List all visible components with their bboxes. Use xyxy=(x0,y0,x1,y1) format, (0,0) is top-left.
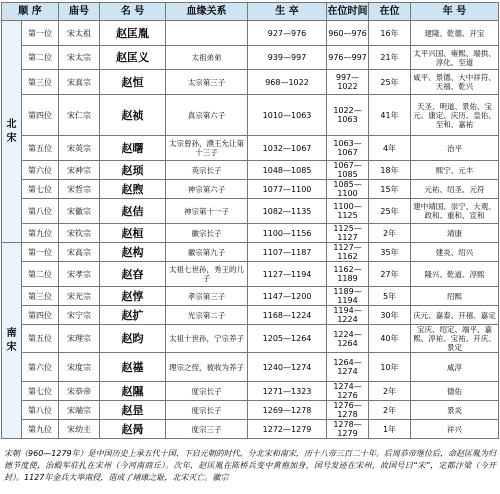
relation-cell: 太祖十世孙，宁宗养子 xyxy=(166,325,248,353)
emperor-name-cell: 赵禥 xyxy=(100,353,166,382)
relation-cell: 理宗之侄，被收为养子 xyxy=(166,353,248,382)
emperor-name-cell: 赵昚 xyxy=(100,262,166,287)
reign-period-cell: 1224—1264 xyxy=(327,325,369,353)
lifespan-cell: 1272—1279 xyxy=(248,420,327,439)
relation-cell: 太宗第三子 xyxy=(166,70,248,95)
temple-name-cell: 宋理宗 xyxy=(59,325,100,353)
dynasty-char: 北 xyxy=(6,118,17,130)
emperor-name-cell: 赵佶 xyxy=(100,199,166,224)
order-cell: 第六位 xyxy=(22,353,59,382)
table-row xyxy=(2,199,499,224)
order-cell: 第五位 xyxy=(22,325,59,353)
order-cell: 第五位 xyxy=(22,136,59,161)
relation-cell: 真宗第六子 xyxy=(166,95,248,136)
order-cell: 第三位 xyxy=(22,70,59,95)
reign-years-cell: 2年 xyxy=(369,224,411,243)
reign-period-cell: 960—976 xyxy=(327,21,369,46)
era-names-cell: 建隆、乾德、开宝 xyxy=(411,21,499,46)
table-row xyxy=(2,353,499,382)
temple-name-cell: 宋真宗 xyxy=(59,70,100,95)
lifespan-cell: 1082—1135 xyxy=(248,199,327,224)
emperor-name-cell: 赵昀 xyxy=(100,325,166,353)
dynasty-char: 南 xyxy=(6,327,17,339)
order-cell: 第九位 xyxy=(22,420,59,439)
temple-name-cell: 宋神宗 xyxy=(59,161,100,180)
era-names-cell: 熙宁、元丰 xyxy=(411,161,499,180)
reign-years-cell: 25年 xyxy=(369,199,411,224)
emperor-name-cell: 赵桓 xyxy=(100,224,166,243)
order-cell: 第二位 xyxy=(22,46,59,70)
lifespan-cell: 1048—1085 xyxy=(248,161,327,180)
order-cell: 第七位 xyxy=(22,382,59,401)
relation-cell: 英宗长子 xyxy=(166,161,248,180)
lifespan-cell: 1127—1194 xyxy=(248,262,327,287)
reign-years-cell: 27年 xyxy=(369,262,411,287)
emperor-name-cell: 赵昺 xyxy=(100,420,166,439)
era-names-cell: 太平兴国、雍熙、端拱、淳化、至道 xyxy=(411,46,499,70)
order-cell: 第一位 xyxy=(22,21,59,46)
lifespan-cell: 1107—1187 xyxy=(248,243,327,262)
era-names-cell: 景炎 xyxy=(411,401,499,420)
lifespan-cell: 939—997 xyxy=(248,46,327,70)
emperor-name-cell: 赵匡义 xyxy=(100,46,166,70)
lifespan-cell: 1032—1067 xyxy=(248,136,327,161)
reign-period-cell: 1274—1276 xyxy=(327,382,369,401)
temple-name-cell: 宋高宗 xyxy=(59,243,100,262)
reign-years-cell: 2年 xyxy=(369,382,411,401)
lifespan-cell: 1147—1200 xyxy=(248,287,327,306)
column-header: 名 号 xyxy=(100,3,166,21)
reign-period-cell: 1067—1085 xyxy=(327,161,369,180)
temple-name-cell: 宋恭帝 xyxy=(59,382,100,401)
temple-name-cell: 宋幼主 xyxy=(59,420,100,439)
column-header: 庙号 xyxy=(59,3,100,21)
emperor-name-cell: 赵煦 xyxy=(100,180,166,199)
table-row xyxy=(2,224,499,243)
lifespan-cell: 968—1022 xyxy=(248,70,327,95)
temple-name-cell: 宋英宗 xyxy=(59,136,100,161)
order-cell: 第二位 xyxy=(22,262,59,287)
table-row xyxy=(2,262,499,287)
temple-name-cell: 宋光宗 xyxy=(59,287,100,306)
emperor-name-cell: 赵隰 xyxy=(100,382,166,401)
lifespan-cell: 1100—1156 xyxy=(248,224,327,243)
reign-years-cell: 5年 xyxy=(369,287,411,306)
relation-cell: 神宗第六子 xyxy=(166,180,248,199)
relation-cell: 光宗第二子 xyxy=(166,306,248,325)
lifespan-cell: 1010—1063 xyxy=(248,95,327,136)
reign-years-cell: 18年 xyxy=(369,161,411,180)
order-cell: 第六位 xyxy=(22,161,59,180)
column-header: 年 号 xyxy=(411,3,499,21)
reign-period-cell: 1162—1189 xyxy=(327,262,369,287)
temple-name-cell: 宋徽宗 xyxy=(59,199,100,224)
relation-cell: 孝宗第三子 xyxy=(166,287,248,306)
emperor-name-cell: 赵扩 xyxy=(100,306,166,325)
era-names-cell: 庆元、嘉泰、开禧、嘉定 xyxy=(411,306,499,325)
temple-name-cell: 宋太祖 xyxy=(59,21,100,46)
reign-period-cell: 1189—1194 xyxy=(327,287,369,306)
reign-period-cell: 1276—1278 xyxy=(327,401,369,420)
temple-name-cell: 宋仁宗 xyxy=(59,95,100,136)
temple-name-cell: 宋宁宗 xyxy=(59,306,100,325)
emperor-name-cell: 赵祯 xyxy=(100,95,166,136)
emperor-name-cell: 赵曙 xyxy=(100,136,166,161)
temple-name-cell: 宋孝宗 xyxy=(59,262,100,287)
order-cell: 第四位 xyxy=(22,306,59,325)
reign-years-cell: 1年 xyxy=(369,420,411,439)
era-names-cell: 咸平、景德、大中祥符、天禧、乾兴 xyxy=(411,70,499,95)
reign-years-cell: 16年 xyxy=(369,21,411,46)
table-row xyxy=(2,161,499,180)
emperor-table xyxy=(1,2,499,439)
table-row xyxy=(2,70,499,95)
dynasty-char: 宋 xyxy=(6,132,17,144)
emperor-name-cell: 赵顼 xyxy=(100,161,166,180)
order-cell: 第八位 xyxy=(22,199,59,224)
reign-period-cell: 1194—1224 xyxy=(327,306,369,325)
reign-years-cell: 35年 xyxy=(369,243,411,262)
relation-cell: 太祖七世孙，秀王的儿子 xyxy=(166,262,248,287)
emperor-name-cell: 赵恒 xyxy=(100,70,166,95)
emperor-name-cell: 赵构 xyxy=(100,243,166,262)
order-cell: 第七位 xyxy=(22,180,59,199)
order-cell: 第一位 xyxy=(22,243,59,262)
reign-years-cell: 40年 xyxy=(369,325,411,353)
relation-cell: 徽宗第九子 xyxy=(166,243,248,262)
lifespan-cell: 927—976 xyxy=(248,21,327,46)
reign-years-cell: 21年 xyxy=(369,46,411,70)
reign-years-cell: 10年 xyxy=(369,353,411,382)
era-names-cell: 建炎、绍兴 xyxy=(411,243,499,262)
era-names-cell: 元祐、绍圣、元符 xyxy=(411,180,499,199)
relation-cell: 度宗长子 xyxy=(166,401,248,420)
relation-cell: 度宗三子 xyxy=(166,420,248,439)
table-row xyxy=(2,21,499,46)
footnote: 宋朝（960—1279年）是中国历史上承五代十国、下启元朝的时代，分北宋和南宋，历十八帝三百二十年。后周恭帝继位后，命赵匡胤为归德节度使，治殿军驻扎在宋州（今河南商丘）。次年，赵匡胤在陈桥兵变中黄袍加身，国号发迹在宋州，故国号曰“宋”，定都汴梁（今开封）。1127年金兵大举南侵，造成了靖康之耻，北宋灭亡。徽宗 xyxy=(4,449,496,482)
temple-name-cell: 宋太宗 xyxy=(59,46,100,70)
column-header: 顺 序 xyxy=(2,3,59,21)
header-row xyxy=(2,3,499,21)
table-row xyxy=(2,95,499,136)
temple-name-cell: 宋度宗 xyxy=(59,353,100,382)
era-names-cell: 祥兴 xyxy=(411,420,499,439)
temple-name-cell: 宋哲宗 xyxy=(59,180,100,199)
reign-period-cell: 1085—1100 xyxy=(327,180,369,199)
reign-period-cell: 976—997 xyxy=(327,46,369,70)
lifespan-cell: 1271—1323 xyxy=(248,382,327,401)
dynasty-label xyxy=(2,243,22,439)
table-row xyxy=(2,243,499,262)
reign-years-cell: 2年 xyxy=(369,401,411,420)
dynasty-char: 宋 xyxy=(6,341,17,353)
table-row xyxy=(2,382,499,401)
reign-years-cell: 25年 xyxy=(369,70,411,95)
table-row xyxy=(2,287,499,306)
emperor-name-cell: 赵匡胤 xyxy=(100,21,166,46)
table-row xyxy=(2,325,499,353)
lifespan-cell: 1205—1264 xyxy=(248,325,327,353)
era-names-cell: 靖康 xyxy=(411,224,499,243)
column-header: 生 卒 xyxy=(248,3,327,21)
table-row xyxy=(2,306,499,325)
era-names-cell: 绍熙 xyxy=(411,287,499,306)
emperor-name-cell: 赵昰 xyxy=(100,401,166,420)
table-row xyxy=(2,180,499,199)
reign-period-cell: 1125—1127 xyxy=(327,224,369,243)
era-names-cell: 治平 xyxy=(411,136,499,161)
temple-name-cell: 宋端宗 xyxy=(59,401,100,420)
temple-name-cell: 宋钦宗 xyxy=(59,224,100,243)
order-cell: 第四位 xyxy=(22,95,59,136)
reign-period-cell: 1264—1274 xyxy=(327,353,369,382)
column-header: 在位 xyxy=(369,3,411,21)
era-names-cell: 天圣、明道、景佑、宝元、康定、庆历、皇佑、至和、嘉祐 xyxy=(411,95,499,136)
lifespan-cell: 1077—1100 xyxy=(248,180,327,199)
reign-period-cell: 1278—1279 xyxy=(327,420,369,439)
reign-years-cell: 15年 xyxy=(369,180,411,199)
era-names-cell: 宝庆、绍定、端平、嘉熙、淳祐、宝祐、开庆、景定 xyxy=(411,325,499,353)
order-cell: 第九位 xyxy=(22,224,59,243)
reign-years-cell: 41年 xyxy=(369,95,411,136)
relation-cell: 神宗第十一子 xyxy=(166,199,248,224)
column-header: 在位时间 xyxy=(327,3,369,21)
reign-period-cell: 1063—1067 xyxy=(327,136,369,161)
table-row xyxy=(2,136,499,161)
reign-years-cell: 30年 xyxy=(369,306,411,325)
dynasty-label xyxy=(2,21,22,243)
column-header: 血缘关系 xyxy=(166,3,248,21)
era-names-cell: 德佑 xyxy=(411,382,499,401)
relation-cell: 徽宗长子 xyxy=(166,224,248,243)
table-row xyxy=(2,401,499,420)
reign-period-cell: 1022—1063 xyxy=(327,95,369,136)
order-cell: 第三位 xyxy=(22,287,59,306)
table-row xyxy=(2,46,499,70)
emperor-name-cell: 赵惇 xyxy=(100,287,166,306)
order-cell: 第八位 xyxy=(22,401,59,420)
lifespan-cell: 1240—1274 xyxy=(248,353,327,382)
reign-period-cell: 1127—1162 xyxy=(327,243,369,262)
relation-cell xyxy=(166,21,248,46)
table-row xyxy=(2,420,499,439)
era-names-cell: 隆兴、乾道、淳熙 xyxy=(411,262,499,287)
relation-cell: 太祖弟弟 xyxy=(166,46,248,70)
lifespan-cell: 1168—1224 xyxy=(248,306,327,325)
relation-cell: 太宗曾孙，濮王允让第十三子 xyxy=(166,136,248,161)
reign-period-cell: 1100—1125 xyxy=(327,199,369,224)
reign-years-cell: 4年 xyxy=(369,136,411,161)
lifespan-cell: 1269—1278 xyxy=(248,401,327,420)
era-names-cell: 咸淳 xyxy=(411,353,499,382)
relation-cell: 度宗长子 xyxy=(166,382,248,401)
reign-period-cell: 997—1022 xyxy=(327,70,369,95)
era-names-cell: 建中靖国、崇宁、大观、政和、重和、宣和 xyxy=(411,199,499,224)
